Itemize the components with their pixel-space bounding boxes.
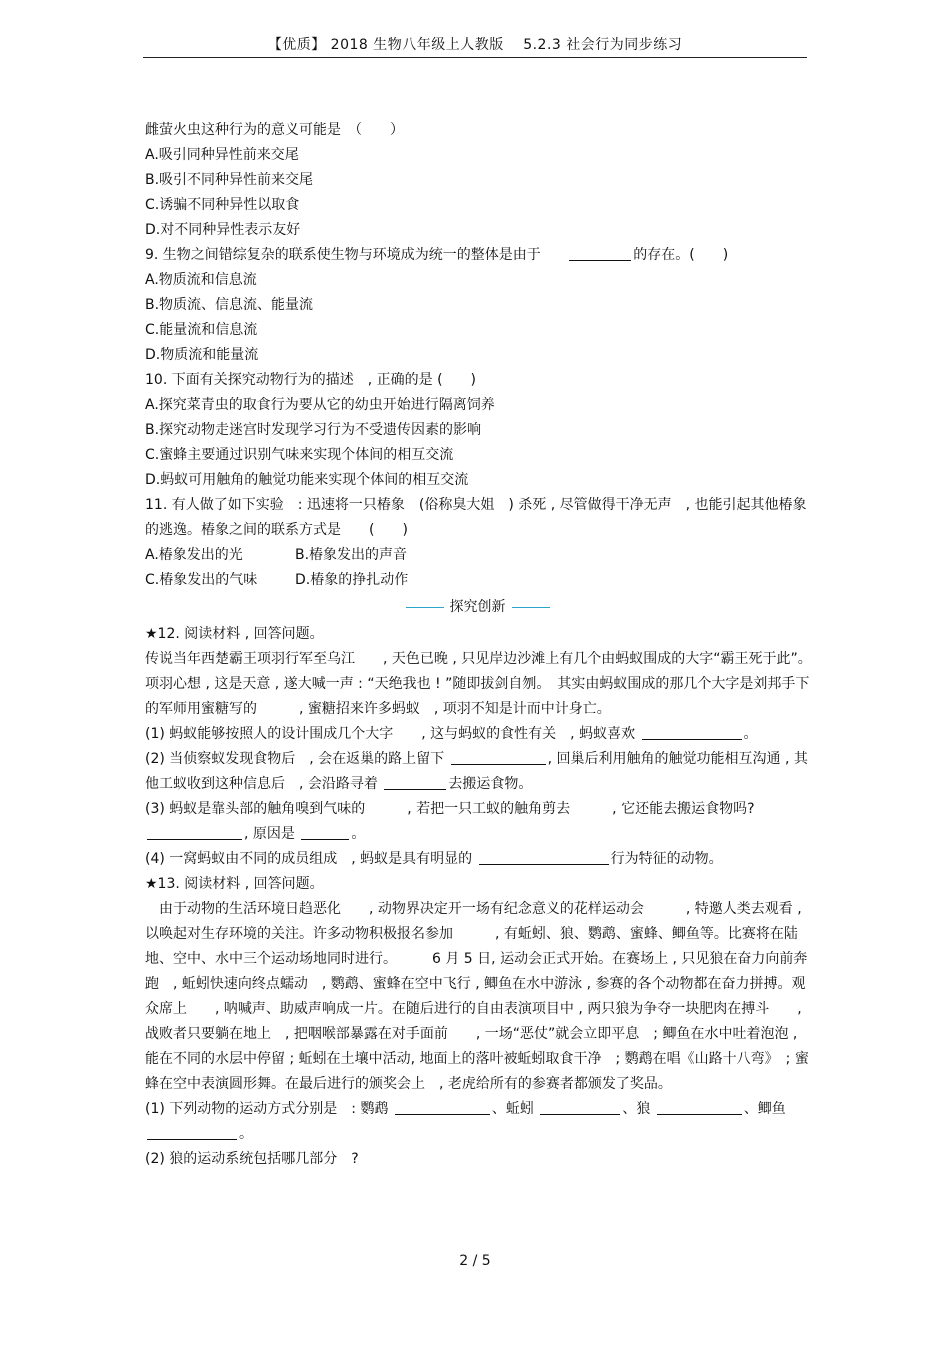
q10-option-d: D.蚂蚁可用触角的触觉功能来实现个体间的相互交流 <box>145 472 469 488</box>
q11-option-c: C.椿象发出的气味 <box>145 572 258 588</box>
q9-option-d: D.物质流和能量流 <box>145 347 259 363</box>
q12-sub3-tail: 。 <box>351 826 366 842</box>
q9-option-a: A.物质流和信息流 <box>145 272 257 288</box>
q9-option-b: B.物质流、信息流、能量流 <box>145 297 314 313</box>
q11-options-row-1 <box>145 543 810 568</box>
q12-sub1-tail: 。 <box>743 726 758 742</box>
q9-blank[interactable] <box>569 245 631 261</box>
q12-sub4-tail: 行为特征的动物。 <box>610 851 723 867</box>
q12-sub3-mid: , 原因是 <box>244 826 295 842</box>
q13-sub1-tail: 。 <box>239 1126 253 1142</box>
q12-sub3-blank-1[interactable] <box>147 824 242 840</box>
q13-sub1-blank-4[interactable] <box>147 1124 237 1140</box>
q9-stem <box>145 243 810 268</box>
q11-stem: 11. 有人做了如下实验 : 迅速将一只椿象 (俗称臭大姐 ) 杀死 , 尽管做得干净无声 , 也能引起其他椿象的逃逸。椿象之间的联系方式是 ( ) <box>145 497 807 538</box>
q12-sub2 <box>145 747 810 797</box>
section-title-text: 探究创新 <box>449 599 506 615</box>
header-rule <box>143 57 807 58</box>
q12-title: ★12. 阅读材料 , 回答问题。 <box>145 626 324 642</box>
q12-passage: 传说当年西楚霸王项羽行军至乌江 , 天色已晚 , 只见岸边沙滩上有几个由蚂蚁围成的大字“霸王死于此”。 项羽心想 , 这是天意 , 遂大喊一声 : “天绝我也 ! ”随即拔剑自刎。 其实由蚂蚁围成的那几个大字是刘邦手下的军师用蜜糖写的 , 蜜糖招来许多蚂蚁 , 项羽不知是计而中计身亡。 <box>145 651 819 717</box>
q13-sub1-blank-3[interactable] <box>657 1099 742 1115</box>
q10-stem: 10. 下面有关探究动物行为的描述 , 正确的是 ( ) <box>145 372 476 388</box>
q12-sub3 <box>145 797 810 847</box>
q8-option-b: B.吸引不同种异性前来交尾 <box>145 172 314 188</box>
q12-sub1-blank[interactable] <box>642 724 742 740</box>
q12-sub2-mid: , 回巢后利用触角的触觉功能相互沟通 , 其他工蚁收到这种信息后 , 会沿路寻着 <box>145 751 808 792</box>
q11-options-row-2 <box>145 568 810 593</box>
q12-sub2-blank-2[interactable] <box>384 774 446 790</box>
q9-option-c: C.能量流和信息流 <box>145 322 258 338</box>
q12-sub2-text: (2) 当侦察蚁发现食物后 , 会在返巢的路上留下 <box>145 751 445 767</box>
q11-option-a: A.椿象发出的光 <box>145 547 243 563</box>
q13-sub2: (2) 狼的运动系统包括哪几部分 ? <box>145 1151 359 1167</box>
q12-sub2-blank-1[interactable] <box>451 749 546 765</box>
q12-sub2-tail: 去搬运食物。 <box>448 776 533 792</box>
q13-sub1-blank-1[interactable] <box>395 1099 490 1115</box>
q12-sub4-blank[interactable] <box>479 849 609 865</box>
q8-option-d: D.对不同种异性表示友好 <box>145 222 301 238</box>
q12-sub4-text: (4) 一窝蚂蚁由不同的成员组成 , 蚂蚁是具有明显的 <box>145 851 473 867</box>
q9-stem-text: 9. 生物之间错综复杂的联系使生物与环境成为统一的整体是由于 <box>145 247 541 263</box>
q13-sub1-sep-2: 、狼 <box>622 1101 651 1117</box>
page-number: 2 / 5 <box>459 1253 491 1269</box>
q12-sub3-blank-2[interactable] <box>301 824 349 840</box>
section-rule-left <box>406 607 444 608</box>
q10-option-b: B.探究动物走迷宫时发现学习行为不受遗传因素的影响 <box>145 422 482 438</box>
q9-stem-tail: 的存在。( ) <box>633 247 729 263</box>
q10-option-c: C.蜜蜂主要通过识别气味来实现个体间的相互交流 <box>145 447 454 463</box>
q11-option-b: B.椿象发出的声音 <box>295 547 408 563</box>
q13-title: ★13. 阅读材料 , 回答问题。 <box>145 876 324 892</box>
q12-sub1 <box>145 722 810 747</box>
q12-sub1-text: (1) 蚂蚁能够按照人的设计围成几个大字 , 这与蚂蚁的食性有关 , 蚂蚁喜欢 <box>145 726 636 742</box>
worksheet-content <box>145 118 819 1172</box>
q13-sub1 <box>145 1097 810 1147</box>
q11-option-d: D.椿象的挣扎动作 <box>295 572 409 588</box>
q13-sub1-sep-3: 、鲫鱼 <box>743 1101 786 1117</box>
q8-stem: 雌萤火虫这种行为的意义可能是 （ ） <box>145 122 404 138</box>
page-header: 【优质】 2018 生物八年级上人教版 5.2.3 社会行为同步练习 <box>267 37 683 53</box>
section-rule-right <box>512 607 550 608</box>
q13-passage: 由于动物的生活环境日趋恶化 , 动物界决定开一场有纪念意义的花样运动会 , 特邀人类去观看 , 以唤起对生存环境的关注。许多动物积极报名参加 , 有蚯蚓、狼、鹦鹉、蜜蜂、鲫鱼等。比赛将在陆地、空中、水中三个运动场地同时进行。 6 月 5 日, 运动会正式开始。在赛场上 , 只见狼在奋力向前奔跑 , 蚯蚓快速向终点蠕动 , 鹦鹉、蜜蜂在空中飞行 , 鲫鱼在水中游泳 , 参赛的各个动物都在奋力拼搏。观众席上 , 呐喊声、助威声响成一片。在随后进行的自由表演项目中 , 两只狼为争夺一块肥肉在搏斗 , 战败者只要躺在地上 , 把咽喉部暴露在对手面前 , 一场“恶仗”就会立即平息 ; 鲫鱼在水中吐着泡泡 , 能在不同的水层中停留 ; 蚯蚓在土壤中活动, 地面上的落叶被蚯蚓取食干净 ; 鹦鹉在唱《山路十八弯》 ; 蜜蜂在空中表演圆形舞。在最后进行的颁奖会上 , 老虎给所有的参赛者都颁发了奖品。 <box>145 901 809 1092</box>
section-title <box>145 595 810 620</box>
q13-sub1-text: (1) 下列动物的运动方式分别是 : 鹦鹉 <box>145 1101 389 1117</box>
q8-option-c: C.诱骗不同种异性以取食 <box>145 197 300 213</box>
q12-sub4 <box>145 847 810 872</box>
q13-sub1-sep-1: 、蚯蚓 <box>491 1101 534 1117</box>
q13-sub1-blank-2[interactable] <box>540 1099 620 1115</box>
q10-option-a: A.探究菜青虫的取食行为要从它的幼虫开始进行隔离饲养 <box>145 397 495 413</box>
q12-sub3-text: (3) 蚂蚁是靠头部的触角嗅到气味的 , 若把一只工蚁的触角剪去 , 它还能去搬运食物吗? <box>145 801 755 817</box>
q8-option-a: A.吸引同种异性前来交尾 <box>145 147 299 163</box>
